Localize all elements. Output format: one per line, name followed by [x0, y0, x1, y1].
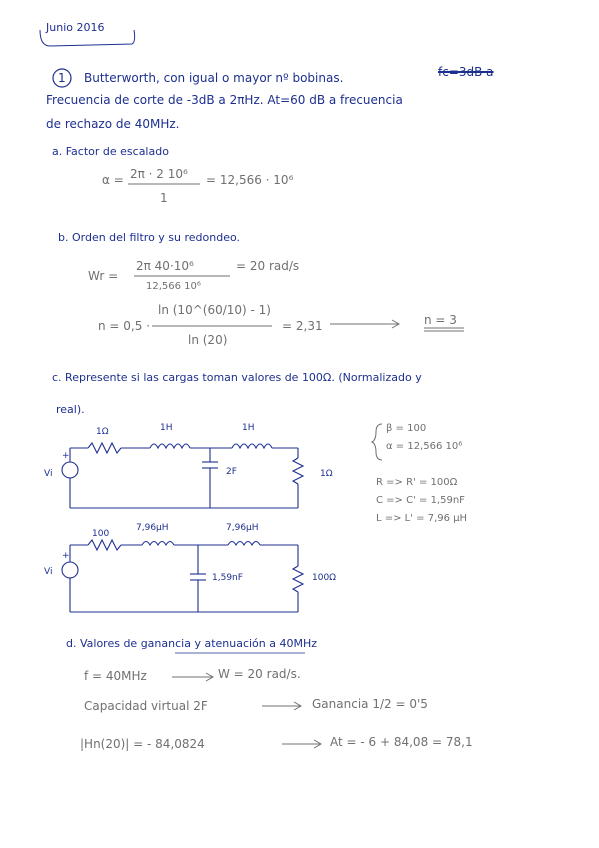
param-c-map: C => C' = 1,59nF — [376, 495, 465, 506]
freq-line: f = 40MHz — [84, 669, 147, 683]
part-d-title: d. Valores de ganancia y atenuación a 40MHz — [66, 637, 318, 650]
cap-line: Capacidad virtual 2F — [84, 699, 208, 713]
c1-source-label: Vi — [44, 469, 53, 479]
param-beta: β = 100 — [386, 423, 427, 434]
c2-l1-label: 7,96μH — [136, 523, 169, 533]
alpha-numerator: 2π · 2 10⁶ — [130, 167, 188, 181]
n-label: n = 0,5 · — [98, 319, 151, 333]
c2-rl-label: 100Ω — [312, 573, 337, 583]
date-header: Junio 2016 — [46, 21, 105, 34]
magnitude-line: |Hn(20)| = - 84,0824 — [80, 737, 205, 751]
c2-r1-label: 100 — [92, 529, 110, 539]
gain-line: Ganancia 1/2 = 0'5 — [312, 697, 428, 711]
part-b-title: b. Orden del filtro y su redondeo. — [58, 231, 241, 244]
wr-label: Wr = — [88, 269, 119, 283]
wr-result: = 20 rad/s — [236, 259, 300, 273]
struck-text: fc=3dB a — [438, 65, 494, 79]
attenuation-line: At = - 6 + 84,08 = 78,1 — [330, 735, 473, 749]
part-c-title-2: real). — [56, 403, 85, 416]
c2-source-label: Vi — [44, 567, 53, 577]
part-c-title-1: c. Represente si las cargas toman valores de 100Ω. (Normalizado y — [52, 371, 422, 384]
param-r-map: R => R' = 100Ω — [376, 477, 458, 488]
c1-r1-label: 1Ω — [96, 427, 109, 437]
problem-line-3: de rechazo de 40MHz. — [46, 117, 180, 131]
param-l-map: L => L' = 7,96 μH — [376, 513, 468, 524]
n-result: = 2,31 — [282, 319, 323, 333]
wr-denominator: 12,566 10⁶ — [146, 281, 201, 292]
c1-l2-label: 1H — [242, 423, 255, 433]
n-rounded: n = 3 — [424, 313, 457, 327]
alpha-label: α = — [102, 173, 124, 187]
problem-line-1: Butterworth, con igual o mayor nº bobinas. — [84, 71, 344, 85]
wr-numerator: 2π 40·10⁶ — [136, 259, 194, 273]
svg-text:+: + — [62, 551, 70, 561]
circuit-normalized — [62, 443, 303, 508]
alpha-denominator: 1 — [160, 191, 168, 205]
c1-rl-label: 1Ω — [320, 469, 333, 479]
circuit-real — [62, 540, 303, 612]
params-brace — [372, 424, 382, 460]
problem-line-2: Frecuencia de corte de -3dB a 2πHz. At=60 dB a frecuencia — [46, 93, 403, 107]
c1-l1-label: 1H — [160, 423, 173, 433]
n-numerator: ln (10^(60/10) - 1) — [158, 303, 271, 317]
c1-c-label: 2F — [226, 467, 237, 477]
part-a-title: a. Factor de escalado — [52, 145, 169, 158]
problem-number: 1 — [58, 71, 66, 85]
w-line: W = 20 rad/s. — [218, 667, 301, 681]
date-underline — [40, 30, 135, 46]
c2-l2-label: 7,96μH — [226, 523, 259, 533]
alpha-result: = 12,566 · 10⁶ — [206, 173, 294, 187]
svg-text:+: + — [62, 451, 70, 461]
c2-c-label: 1,59nF — [212, 573, 243, 583]
param-alpha: α = 12,566 10⁶ — [386, 441, 463, 452]
n-denominator: ln (20) — [188, 333, 228, 347]
